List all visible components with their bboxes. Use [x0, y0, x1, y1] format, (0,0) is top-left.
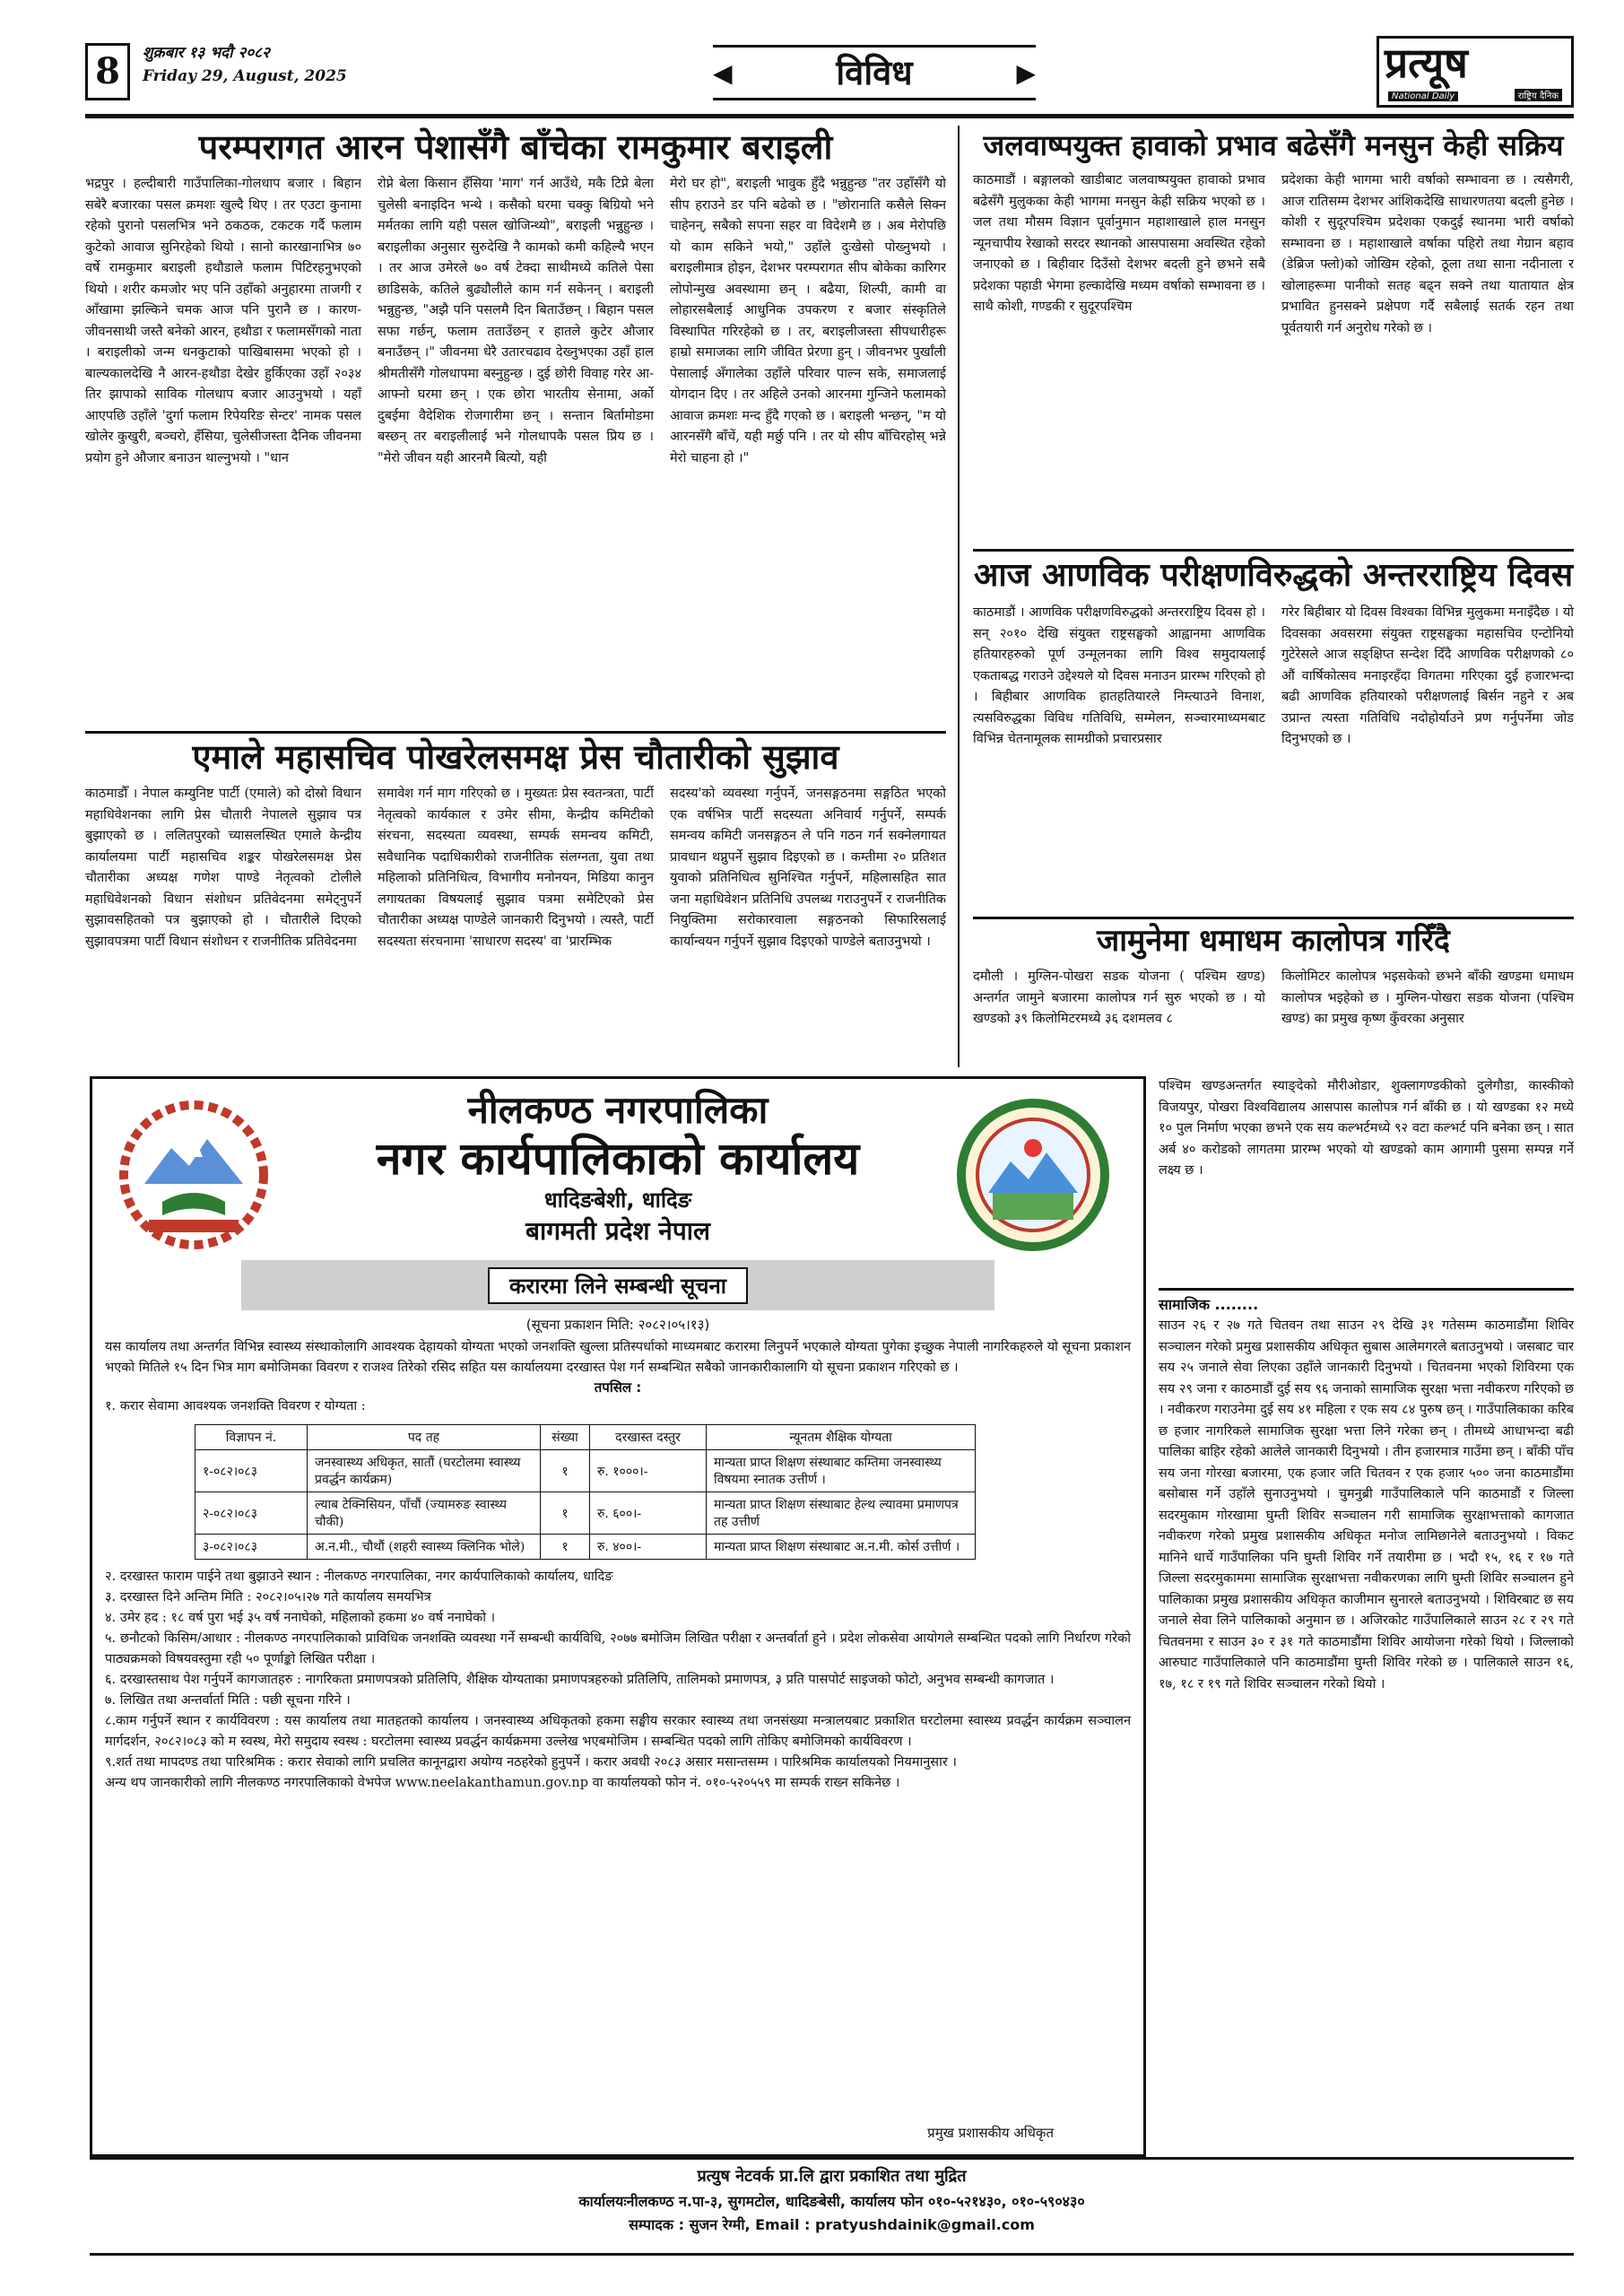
logo-tagline-en: National Daily [1388, 91, 1458, 101]
article-column: किलोमिटर कालोपत्र भइसकेको छभने बाँकी खण्डमा धमाधम कालोपत्र भइहेको छ । मुग्लिन-पोखरा सडक योजना (पश्चिम खण्ड) का प्रमुख कृष्ण कुँवरका अनुसार [1281, 970, 1574, 1026]
notice-item: ९.शर्त तथा मापदण्ड तथा पारिश्रमिक : करार सेवाको लागि प्रचलित कानूनद्वारा अयोग्य नठहरेको हुनुपर्ने । करार अवधी २०८३ असार मसान्तसम्म । पारिश्रमिक कार्यालयको नियमानुसार । [105, 1755, 957, 1770]
column-divider [958, 126, 960, 1067]
article-column: रोप्ने बेला किसान हँसिया 'माग' गर्न आउँथे, मकै टिप्ने बेला चुलेसी बनाइदिन भन्थे । कसैको घरमा चक्कु बिग्रियो भने मर्मतका लागि यही पसल खोजिन्थ्यो", बराइली भन्नुहुन्छ । बराइलीका अनुसार सुरुदेखि नै कामको कमी कहिल्यै भएन । तर आज उमेरले ७० वर्ष टेक्दा साथीमध्ये कतिले पेसा छाडिसके, कतिले बुढ्यौलीले काम गर्न सकेनन् । बराइली भन्नुहुन्छ, "अझै पनि पसलमै दिन बिताउँछन् । बिहान पसल सफा गर्छन्, फलाम तताउँछन् र हातले कुटेर औजार बनाउँछन् ।" जीवनमा धेरै उतारचढाव देख्नुभएका उहाँ हाल श्रीमतीसँगै गोलधापमा बस्नुहुन्छ । दुई छोरी विवाह गरेर आ-आफ्नो घरमा छन् । एक छोरा भारतीय सेनामा, अर्को दुबईमा वैदेशिक रोजगारीमा छन् । सन्तान बिर्तामोडमा बस्छन् तर बराइलीलाई भने गोलधापकै पसल प्रिय छ । "मेरो जीवन यही आरनमै बित्यो, यही [378, 177, 654, 465]
table-cell: मान्यता प्राप्त शिक्षण संस्थाबाट हेल्थ ल्यावमा प्रमाणपत्र तह उत्तीर्ण [707, 1492, 976, 1535]
notice-item: १. करार सेवामा आवश्यक जनशक्ति विवरण र योग्यता : [105, 1399, 366, 1413]
table-header-row [195, 1425, 976, 1450]
article-press-chautari [85, 735, 946, 1067]
table-row [195, 1450, 976, 1492]
article-aaran [85, 126, 946, 731]
notice-detail-heading: तपसिल : [594, 1379, 642, 1396]
notice-item: ५. छनौटको किसिम/आधार : नीलकण्ठ नगरपालिकाको प्राविधिक जनशक्ति व्यवस्था गर्ने सम्बन्धी कार्यविधि, २०७७ बमोजिम लिखित परीक्षा र अन्तर्वार्ता हुने । प्रदेश लोकसेवा आयोगले सम्बन्धित पदको लागि निर्धारण गरेको पाठ्यक्रमको विषयवस्तुमा रही ५० पूर्णाङ्को लिखित परीक्षा । [105, 1631, 1131, 1666]
vacancy-table [195, 1424, 976, 1560]
table-cell: मान्यता प्राप्त शिक्षण संस्थाबाट अ.न.मी. कोर्स उत्तीर्ण । [707, 1535, 976, 1560]
municipality-logo-icon [948, 1099, 1118, 1251]
article-title: सामाजिक ........ [1159, 1296, 1259, 1313]
notice-province: बागमती प्रदेश नेपाल [525, 1216, 710, 1246]
article-nuclear-day [973, 554, 1574, 913]
footer-editor: सम्पादक : सुजन रेग्मी, Email : pratyushdainik@gmail.com [629, 2216, 1035, 2233]
notice-office: नगर कार्यपालिकाको कार्यालय [376, 1133, 860, 1185]
article-column: काठमाडौं । बङ्गालको खाडीबाट जलवाष्पयुक्त हावाको प्रभाव बढेसँगै मुलुकका केही भागमा मनसुन केही सक्रिय भएको छ । जल तथा मौसम विज्ञान पूर्वानुमान महाशाखाले हाल मनसुन न्यूनचापीय रेखाको सरदर स्थानको आसपासमा अवस्थित रहेको जनाएको छ । बिहीवार दिउँसो देशभर बदली हुने छभने सबै प्रदेशका पहाडी भेगमा हल्कादेखि मध्यम वर्षाको सम्भावना छ । साथै कोशी, गण्डकी र सुदूरपश्चिम [973, 173, 1265, 314]
divider [1159, 1288, 1574, 1291]
table-row [195, 1492, 976, 1535]
table-cell: मान्यता प्राप्त शिक्षण संस्थाबाट कम्तिमा जनस्वास्थ्य विषयमा स्नातक उत्तीर्ण । [707, 1450, 976, 1492]
notice-subject: करारमा लिने सम्बन्धी सूचना [488, 1267, 748, 1304]
arrow-right-icon: ▶ [1016, 58, 1036, 88]
notice-item: ७. लिखित तथा अन्तर्वार्ता मिति : पछी सूचना गरिने । [105, 1693, 351, 1708]
date-english: Friday 29, August, 2025 [143, 67, 347, 85]
logo-tagline-np: राष्ट्रिय दैनिक [1515, 89, 1562, 101]
table-cell: अ.न.मी., चौथौं (शहरी स्वास्थ्य क्लिनिक भोले) [308, 1535, 541, 1560]
notice-intro: यस कार्यालय तथा अन्तर्गत विभिन्न स्वास्थ्य संस्थाकोलागि आवश्यक देहायको योग्यता भएको जनशक्ति खुल्ला प्रतिस्पर्धाको माध्यमबाट करारमा लिनुपर्ने भएकाले योग्यता पुगेका इच्छुक नेपाली नागरिकहरुले यो सूचना प्रकाशन भएको मितिले १५ दिन भित्र माग बमोजिमका विवरण र राजश्व तिरेको रसिद सहित यस कार्यालयमा दरखास्त पेश गर्न सम्बन्धित सबैको जानकारीकालागि यो सूचना प्रकाशन गरिएको छ । [105, 1340, 1131, 1375]
arrow-left-icon: ◀ [713, 58, 733, 88]
article-column: काठमाडौं । आणविक परीक्षणविरुद्धको अन्तरराष्ट्रिय दिवस हो । सन् २०१० देखि संयुक्त राष्ट्रसङ्घको आह्वानमा आणविक हतियारहरुको पूर्ण उन्मूलनका लागि विश्व समुदायलाई एकताबद्ध गराउने उद्देश्यले यो दिवस मनाउन प्रारम्भ गरिएको हो । बिहीबार आणविक हातहतियारले निम्त्याउने विनाश, त्यसविरुद्धका विविध गतिविधि, सम्मेलन, सञ्चारमाध्यमबाट विभिन्न चेतनामूलक सामग्रीको प्रचारप्रसार [973, 605, 1265, 746]
footer-publisher: प्रत्युष नेटवर्क प्रा.लि द्वारा प्रकाशित तथा मुद्रित [697, 2167, 967, 2186]
page-number: 8 [85, 43, 130, 100]
article-column: साउन २६ र २७ गते चितवन तथा साउन २९ देखि ३१ गतेसम्म काठमाडौंमा शिविर सञ्चालन गरेको प्रमुख प्रशासकीय अधिकृत सुबास आलेमगरले बताउनुभयो । जसबाट चार सय २५ जनाले सेवा लिएका उहाँले जानकारी दिनुभयो । चितवनमा भएको शिविरमा एक सय २९ जना र काठमाडौं दुई सय ९६ जनाको सामाजिक सुरक्षा भत्ता नवीकरण गरिएको छ । नवीकरण गराउनेमा दुई सय ४१ महिला र एक सय ८४ पुरुष छन् । गाउँपालिकाका करिब छ हजार नागरिकले सामाजिक सुरक्षा भत्ता लिने गरेका छन् । तीमध्ये आधाभन्दा बढी पालिका बाहिर रहेको आलेले जानकारी दिनुभयो । तीन हजारमात्र गाउँमा छन् । बाँकी पाँच सय जना गोरखा बजारमा, एक हजार जति चितवन र एक हजार ५०० जना काठमाडौंमा बसोबास गर्ने उहाँले सुनाउनुभयो । चुमनुब्री गाउँपालिकाले पनि काठमाडौं र जिल्ला सदरमुकाम गोरखामा घुम्ती शिविर सञ्चालन गरी सामाजिक सुरक्षाभत्ताको कागजात नवीकरण गरेको प्रमुख प्रशासकीय अधिकृत मनोज लामिछानेले बताउनुभयो । विकट मानिने धार्चे गाउँपालिका पनि घुम्ती शिविर गर्ने तयारीमा छ । भदौ १५, १६ र १७ गते जिल्ला सदरमुकाममा सामाजिक सुरक्षाभत्ता नवीकरणका लागि घुम्ती शिविर सञ्चालन हुने पालिकाका प्रमुख प्रशासकीय अधिकृत काजीमान सुनारले बताउनुभयो । शिविरबाट छ सय जनाले सेवा लिने पालिकाको अनुमान छ । अजिरकोट गाउँपालिकाले साउन २८ र २९ गते चितवनमा र साउन ३० र ३१ गते काठमाडौंमा शिविर आयोजना गरेको थियो । जिल्लाको आरुघाट गाउँपालिकाले पनि काठमाडौंमा घुम्ती शिविर गरेको छ । पालिकाले साउन १६, १७, १८ र १९ गते शिविर सञ्चालन गरेको थियो । [1159, 1318, 1574, 1692]
notice-contact: अन्य थप जानकारीको लागि नीलकण्ठ नगरपालिकाको वेभपेज www.neelakanthamun.gov.np वा कार्यालयको फोन नं. ०१०-५२०५५९ मा सम्पर्क राख्न सकिनेछ । [105, 1776, 900, 1790]
article-title: परम्परागत आरन पेशासँगै बाँचेका रामकुमार बराइली [198, 127, 833, 167]
footer-office: कार्यालयःनीलकण्ठ न.पा-३, सुगमटोल, धादिङबेसी, कार्यालय फोन ०१०-५२१४३०, ०१०-५९०४३० [578, 2193, 1085, 2210]
header-date [143, 41, 347, 88]
section-title: विविध [836, 53, 913, 92]
article-title: एमाले महासचिव पोखरेलसमक्ष प्रेस चौतारीको सुझाव [192, 737, 839, 777]
table-cell: ल्याब टेक्निसियन, पाँचौं (ज्यामरुङ स्वास्थ्य चौकी) [308, 1492, 541, 1535]
table-cell: १-०८२।०८३ [195, 1450, 308, 1492]
article-title: जामुनेमा धमाधम कालोपत्र गरिँदै [1097, 923, 1450, 959]
divider [85, 731, 946, 734]
article-title: आज आणविक परीक्षणविरुद्धको अन्तरराष्ट्रिय दिवस [973, 557, 1574, 594]
notice-org: नीलकण्ठ नगरपालिका [467, 1088, 769, 1132]
article-column: गरेर बिहीबार यो दिवस विश्वका विभिन्न मुलुकमा मनाइँदैछ । यो दिवसका अवसरमा संयुक्त राष्ट्रसङ्घका महासचिव एन्टोनियो गुटेरेसले आज सङ्क्षिप्त सन्देश दिँदै आणविक परीक्षणको ८० औं वार्षिकोत्सव मनाइरहँदा विगतमा गरिएका दुई हजारभन्दा बढी आणविक हतियारको परीक्षणलाई बिर्सन नहुने र अब उप्रान्त त्यस्ता गतिविधि नदोहोर्याउने प्रण गर्नुपर्नेमा जोड दिनुभएको छ । [1281, 605, 1574, 746]
table-cell: ३-०८२।०८३ [195, 1535, 308, 1560]
notice-item: ४. उमेर हद : १८ वर्ष पुरा भई ३५ वर्ष ननाघेको, महिलाको हकमा ४० वर्ष ननाघेको । [105, 1611, 496, 1625]
table-header: विज्ञापन नं. [195, 1425, 308, 1450]
notice-item: २. दरखास्त फाराम पाईने तथा बुझाउने स्थान : नीलकण्ठ नगरपालिका, नगर कार्यपालिकाको कार्यालय, धादिङ [105, 1570, 613, 1584]
page-header [85, 36, 1574, 118]
table-header: पद तह [308, 1425, 541, 1450]
article-continuation: पश्चिम खण्डअन्तर्गत स्याङ्देको मौरीओडार, शुक्लागण्डकीको दुलेगौडा, कास्कीको विजयपुर, पोखरा विश्वविद्यालय आसपास कालोपत्र गर्न बाँकी छ । यो खण्डका १२ मध्ये १० पुल निर्माण भएका छभने एक सय कल्भर्टमध्ये ९२ वटा कल्भर्ट पनि बनेका छन् । सात अर्ब ४० करोडको लागतमा प्रारम्भ भएको यो खण्डको काम आगामी पुसमा सम्पन्न गर्ने लक्ष्य छ । [1159, 1079, 1574, 1178]
notice-item: ६. दरखास्तसाथ पेश गर्नुपर्ने कागजातहरु : नागरिकता प्रमाणपत्रको प्रतिलिपि, शैक्षिक योग्यताका प्रमाणपत्रहरुको प्रतिलिपि, तालिमको प्रमाणपत्र, ३ प्रति पासपोर्ट साइजको फोटो, अनुभव सम्बन्धी कागजात । [105, 1673, 1055, 1687]
article-column: समावेश गर्न माग गरिएको छ । मुख्यतः प्रेस स्वतन्त्रता, पार्टी नेतृत्वको कार्यकाल र उमेर सीमा, केन्द्रीय कमिटीको संरचना, सदस्यता व्यवस्था, सम्पर्क समन्वय कमिटी, सवैधानिक पदाधिकारीको राजनीतिक संलग्नता, युवा तथा महिलाको प्रतिनिधित्व, विभागीय मनोनयन, मिडिया कानुन लगायतका विषयलाई सुझाव पत्रमा समेटिएको प्रेस चौतारीका अध्यक्ष पाण्डेले जानकारी दिनुभयो । त्यस्तै, पार्टी सदस्यता संरचनामा 'साधारण सदस्य' वा 'प्रारम्भिक [378, 787, 654, 949]
table-cell: जनस्वास्थ्य अधिकृत, सातौं (घरटोलमा स्वास्थ्य प्रवर्द्धन कार्यक्रम) [308, 1450, 541, 1492]
article-monsoon [973, 126, 1574, 547]
table-cell: १ [541, 1535, 590, 1560]
table-cell: २-०८२।०८३ [195, 1492, 308, 1535]
right-continuation [1159, 1076, 1574, 2152]
nepal-emblem-icon [109, 1099, 279, 1251]
article-column: प्रदेशका केही भागमा भारी वर्षाको सम्भावना छ । त्यसैगरी, आज रातिसम्म देशभर आंशिकदेखि साधारणतया बदली हुनेछ । कोशी र सुदूरपश्चिम प्रदेशका एकदुई स्थानमा भारी वर्षाको सम्भावना छ । महाशाखाले वर्षाका पहिरो तथा गेग्रान बहाव (डेब्रिज फ्लो)को जोखिम रहेको, ठूला तथा साना नदीनाला र खोलाहरूमा पानीको सतह बढ्न सक्ने तथा यातायात क्षेत्र प्रभावित हुनसक्ने प्रक्षेपण गर्दै सबैलाई सतर्क रहन तथा पूर्वतयारी गर्न अनुरोध गरेको छ । [1281, 173, 1574, 335]
notice-subject-bar [241, 1260, 994, 1310]
municipality-notice [90, 1076, 1146, 2157]
table-cell: १ [541, 1492, 590, 1535]
notice-item: ८.काम गर्नुपर्ने स्थान र कार्यविवरण : यस कार्यालय तथा मातहतको कार्यालय । जनस्वास्थ्य अधिकृतको हकमा सङ्घीय सरकार स्वास्थ्य तथा जनसंख्या मन्त्रालयबाट प्रकाशित घरटोलमा स्वास्थ्य प्रवर्द्धन कार्यक्रम सञ्चालन मार्गदर्शन, २०८२।०८३ को म स्वस्थ, मेरो समुदाय स्वस्थ : घरटोलमा स्वास्थ्य प्रवर्द्धन कार्यक्रममा उल्लेख भएबमोजिम । सम्बन्धित पदको लागि तोकिए बमोजिमको कार्यविवरण । [105, 1714, 1131, 1749]
notice-publish-date: (सूचना प्रकाशन मिति: २०८२।०५।१३) [525, 1317, 710, 1333]
logo-text: प्रत्यूष [1385, 39, 1468, 87]
section-bar [713, 45, 1036, 100]
table-cell: रु. ६००।- [590, 1492, 707, 1535]
table-row [195, 1535, 976, 1560]
date-nepali: शुक्रबार १३ भदौ २०८२ [143, 44, 270, 62]
table-cell: रु. १०००।- [590, 1450, 707, 1492]
masthead-logo [1376, 36, 1574, 108]
divider [973, 549, 1574, 552]
notice-item: ३. दरखास्त दिने अन्तिम मिति : २०८२।०५।२७ गते कार्यालय समयभित्र [105, 1590, 431, 1605]
table-header: न्यूनतम शैक्षिक योग्यता [707, 1425, 976, 1450]
article-title: जलवाष्पयुक्त हावाको प्रभाव बढेसँगै मनसुन केही सक्रिय [983, 128, 1564, 162]
page-footer [90, 2157, 1574, 2256]
article-column: सदस्य'को व्यवस्था गर्नुपर्ने, जनसङ्गठनमा सङ्गठित भएको एक वर्षभित्र पार्टी सदस्यता अनिवार्य गर्नुपर्ने, सम्पर्क समन्वय कमिटी जनसङ्गठन ले पनि गठन गर्न सक्नेलगायत प्रावधान थप्नुपर्ने सुझाव दिइएको छ । कम्तीमा २० प्रतिशत युवाको प्रतिनिधित्व सुनिश्चित गर्नुपर्ने, महिलासहित सात जना महाधिवेशन प्रतिनिधि उपलब्ध गराउनुपर्ने र राजनीतिक नियुक्तिमा सरोकारवाला सङ्गठनको सिफारिसलाई कार्यान्वयन गर्नुपर्ने सुझाव दिइएको पाण्डेले बताउनुभयो । [670, 787, 946, 949]
article-column: भद्रपुर । हल्दीबारी गाउँपालिका-गोलधाप बजार । बिहान सबेरै बजारका पसल क्रमशः खुल्दै थिए । तर एउटा कुनामा रहेको पुरानो पसलभित्र भने ठकठक, टकटक गर्दै फलाम कुटेको आवाज सुनिरहेको थियो । सानो कारखानाभित्र ७० वर्षे रामकुमार बराइली हथौडाले फलाम पिटिरहनुभएको थियो । शरीर कमजोर भए पनि उहाँको अनुहारमा ताजगी र आँखामा झल्किने चमक आज पनि पुरानै छ । कारण- जीवनसाथी जस्तै बनेको आरन, हथौडा र फलामसँगको नाता । बराइलीको जन्म धनकुटाको पाखिबासमा भएको हो । बाल्यकालदेखि नै आरन-हथौडा देखेर हुर्किएका उहाँ २०३४ तिर झापाको साविक गोलधाप बजार आउनुभयो । यहाँ आएपछि उहाँले 'दुर्गा फलाम रिपेयरिङ सेन्टर' नामक पसल खोलेर कुखुरी, बञ्चरो, हँसिया, चुलेसीजस्ता दैनिक जीवनमा प्रयोग हुने औजार बनाउन थाल्नुभयो । "धान [85, 177, 361, 465]
notice-signature: प्रमुख प्रशासकीय अधिकृत [927, 2125, 1054, 2141]
notice-address: धादिङबेशी, धादिङ [543, 1187, 692, 1213]
table-cell: १ [541, 1450, 590, 1492]
article-column: काठमाडौँ । नेपाल कम्युनिष्ट पार्टी (एमाले) को दोस्रो विधान महाधिवेशनका लागि प्रेस चौतारी नेपालले सुझाव पत्र बुझाएको छ । ललितपुरको च्यासलस्थित एमाले केन्द्रीय कार्यालयमा पार्टी महासचिव शङ्कर पोखरेलसमक्ष प्रेस चौतारीका अध्यक्ष गणेश पाण्डे नेतृत्वको टोलीले महाधिवेशनको विधान संशोधन प्रतिवेदनमा समेट्नुपर्ने सुझावसहितको पत्र बुझाएको हो । चौतारीले दिएको सुझावपत्रमा पार्टी विधान संशोधन र राजनीतिक प्रतिवेदनमा [85, 787, 361, 949]
article-column: मेरो घर हो", बराइली भावुक हुँदै भन्नुहुन्छ "तर उहाँसँगै यो सीप हराउने डर पनि बढेको छ । "छोरानाति कसैले सिक्न चाहेनन्, सबैको सपना सहर वा विदेशमै छ । अब मेरोपछि यो काम सकिने भयो," उहाँले दुःखेसो पोख्नुभयो । बराइलीमात्र होइन, देशभर परम्परागत सीप बोकेका कारिगर लोपोन्मुख अवस्थामा छन् । बढैया, शिल्पी, कामी वा लोहारसबैलाई आधुनिक उपकरण र बजार संस्कृतिले विस्थापित गरिरहेको छ । तर, बराइलीजस्ता सीपधारीहरू हाम्रो समाजका लागि जीवित प्रेरणा हुन् । जीवनभर पुर्खाँली पेसालाई अँगालेका उहाँले परिवार पाल्न सके, समाजलाई योगदान दिए । तर अहिले उनको आरनमा गुन्जिने फलामको आवाज क्रमशः मन्द हुँदै गएको छ । बराइली भन्छन्, "म यो आरनसँगै बाँचें, यही मर्छु पनि । तर यो सीप बाँचिरहोस् भन्ने मेरो चाहना हो ।" [670, 177, 946, 465]
table-header: दरखास्त दस्तुर [590, 1425, 707, 1450]
table-cell: रु. ४००।- [590, 1535, 707, 1560]
article-column: दमौली । मुग्लिन-पोखरा सडक योजना ( पश्चिम खण्ड) अन्तर्गत जामुने बजारमा कालोपत्र गर्न सुरु भएको छ । यो खण्डको ३९ किलोमिटरमध्ये ३६ दशमलव ८ [973, 970, 1265, 1026]
article-jamune [973, 920, 1574, 1068]
table-header: संख्या [541, 1425, 590, 1450]
divider [973, 917, 1574, 919]
